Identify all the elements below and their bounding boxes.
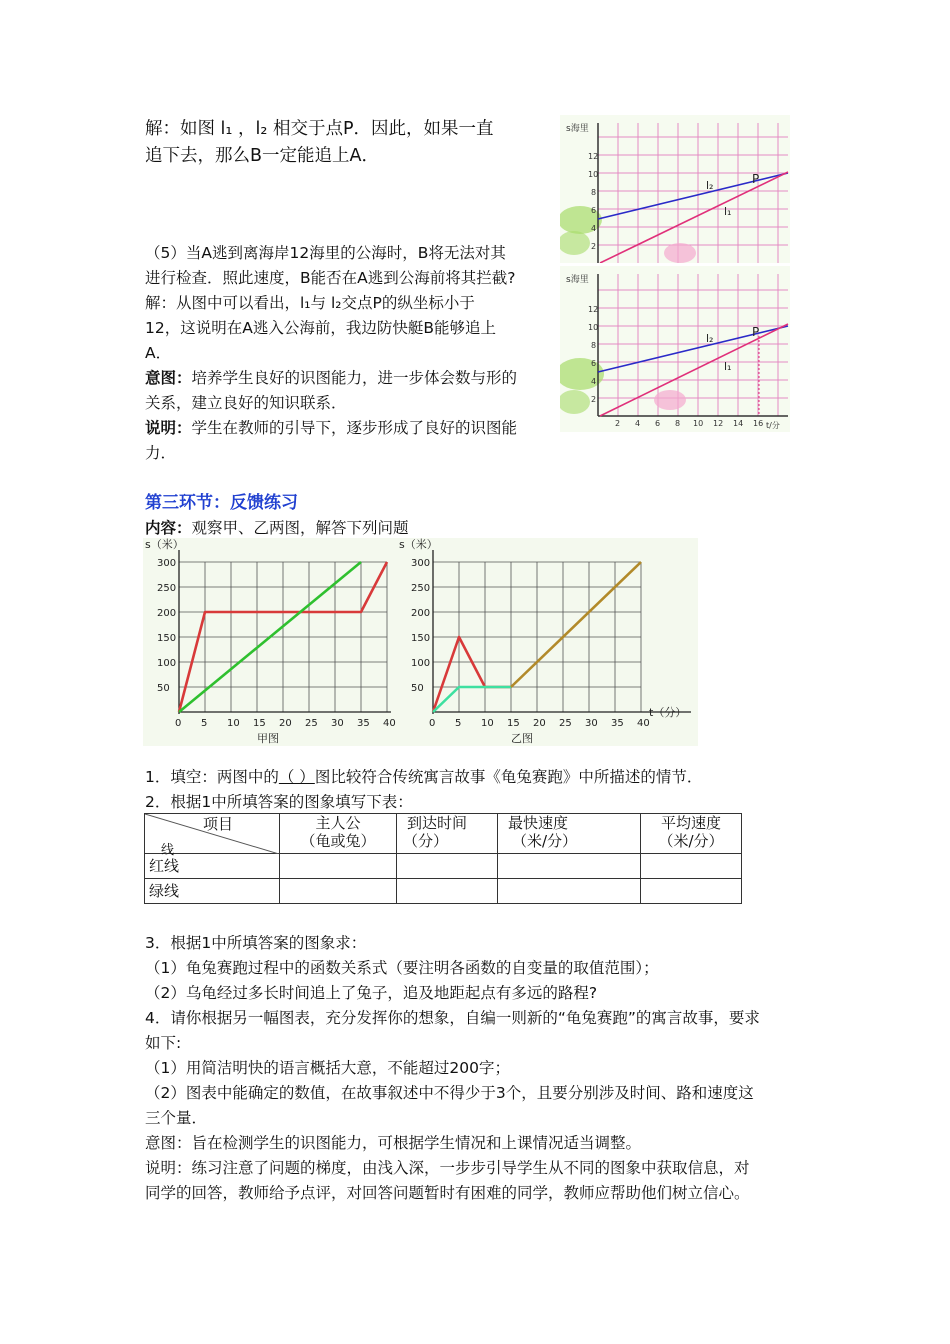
cell-green-avg-speed[interactable] xyxy=(641,879,742,904)
chart-jia-xtick-label: 35 xyxy=(357,718,370,729)
chart-yi-ytick-label: 300 xyxy=(411,558,431,569)
q4-sub-2b: 三个量． xyxy=(145,1109,208,1127)
header-protagonist xyxy=(280,814,397,854)
q1-suffix: 图比较符合传统寓言故事《龟兔赛跑》中所描述的情节． xyxy=(314,768,703,786)
cell-green-protagonist[interactable] xyxy=(280,879,397,904)
intent-1 xyxy=(145,366,517,391)
q3-sub-2: （2）乌龟经过多长时间追上了兔子，追及地距起点有多远的路程? xyxy=(145,984,598,1002)
section-3-content-label: 内容： xyxy=(145,519,192,537)
chart-yi-ylabel: s（米） xyxy=(399,538,438,551)
answer-table-header-row xyxy=(145,814,742,854)
solution-line-1: 解：如图 l₁ ，l₂ 相交于点P．因此，如果一直 xyxy=(145,119,494,139)
header-max-speed-l1: 最快速度 xyxy=(508,814,569,832)
chart-yi-ytick-label: 250 xyxy=(411,583,431,594)
mini-graph-1 xyxy=(560,115,790,263)
q1-prefix: 1．填空：两图中的 xyxy=(145,768,279,786)
chart-jia-ytick-label: 250 xyxy=(157,583,177,594)
mini-graph-2-tick-6: 6 xyxy=(591,359,597,368)
row-red-label: 红线 xyxy=(145,854,280,879)
q4-line-1: 4．请你根据另一幅图表，充分发挥你的想象，自编一则新的“龟兔赛跑”的寓言故事，要求 xyxy=(145,1009,760,1027)
mini-graph-2-svg xyxy=(560,266,790,432)
header-arrival-time xyxy=(397,814,498,854)
note-1 xyxy=(145,416,517,441)
corner-top-label: 项目 xyxy=(203,815,234,833)
cell-green-max-speed[interactable] xyxy=(498,879,641,904)
mini-graph-2-label-P: P xyxy=(752,325,760,339)
mini-graph-2-xtick-2: 2 xyxy=(615,419,621,428)
chart-yi-ytick-label: 50 xyxy=(411,683,424,694)
chart-jia-xtick-label: 40 xyxy=(383,718,396,729)
chart-yi-xtick-label: 25 xyxy=(559,718,572,729)
q4-sub-1: （1）用简洁明快的语言概括大意，不能超过200字； xyxy=(145,1059,510,1077)
chart-yi-ytick-label: 100 xyxy=(411,658,431,669)
chart-jia-ytick-label: 50 xyxy=(157,683,170,694)
mini-graph-2-xtick-12: 12 xyxy=(713,419,724,428)
mini-graph-2-tick-8: 8 xyxy=(591,341,597,350)
race-charts-panel xyxy=(143,538,698,746)
answer-table xyxy=(144,813,742,904)
cell-green-arrival[interactable] xyxy=(397,879,498,904)
mini-graph-2-label-l2: l₂ xyxy=(706,332,714,345)
corner-bottom-label: 线 xyxy=(161,843,175,858)
mini-graph-1-label-l1: l₁ xyxy=(724,205,732,218)
note-1-line-2: 力． xyxy=(145,444,177,462)
q5-line-4: 12，这说明在A逃入公海前，我边防快艇B能够追上 xyxy=(145,319,496,337)
chart-yi-series-2 xyxy=(511,562,641,687)
header-protagonist-l1: 主人公 xyxy=(315,814,361,832)
mini-graph-2-xtick-8: 8 xyxy=(675,419,681,428)
chart-yi-xtick-label: 0 xyxy=(429,718,436,729)
table-row xyxy=(145,879,742,904)
chart-yi-title: 乙图 xyxy=(511,732,533,745)
chart-yi-xtick-label: 5 xyxy=(455,718,462,729)
mini-graph-2-tick-10: 10 xyxy=(588,323,599,332)
header-max-speed xyxy=(498,814,641,854)
chart-yi-xtick-label: 20 xyxy=(533,718,546,729)
chart-yi-xtick-label: 30 xyxy=(585,718,598,729)
chart-yi-xtick-label: 10 xyxy=(481,718,494,729)
mini-graph-1-label-P: P xyxy=(752,172,760,186)
intent-2: 意图：旨在检测学生的识图能力，可根据学生情况和上课情况适当调整。 xyxy=(145,1134,642,1152)
mini-graph-2-xlabel: t/分 xyxy=(766,421,780,430)
race-charts-svg xyxy=(143,538,698,746)
mini-graph-2-label-l1: l₁ xyxy=(724,360,732,373)
answer-table-corner-cell xyxy=(145,814,280,858)
mini-graph-1-tick-8: 8 xyxy=(591,188,597,197)
mini-graph-2-xtick-4: 4 xyxy=(635,419,641,428)
row-green-label: 绿线 xyxy=(145,879,280,904)
q5-line-1: （5）当A逃到离海岸12海里的公海时，B将无法对其 xyxy=(145,244,506,262)
section-3-content-text: 观察甲、乙两图，解答下列问题 xyxy=(191,519,409,537)
cell-red-max-speed[interactable] xyxy=(498,854,641,879)
cell-red-arrival[interactable] xyxy=(397,854,498,879)
q5-line-2: 进行检查．照此速度，B能否在A逃到公海前将其拦截? xyxy=(145,269,516,287)
chart-jia-xtick-label: 5 xyxy=(201,718,208,729)
header-arrival-time-l1: 到达时间 xyxy=(407,814,468,832)
chart-jia-xtick-label: 20 xyxy=(279,718,292,729)
mini-graph-1-tick-6: 6 xyxy=(591,206,597,215)
chart-jia-ylabel: s（米） xyxy=(145,538,184,551)
q3-title: 3．根据1中所填答案的图象求： xyxy=(145,934,367,952)
mini-graph-2-ylabel: s海里 xyxy=(566,275,589,285)
q5-line-5: A． xyxy=(145,344,172,362)
q1 xyxy=(145,765,702,790)
mini-graph-2-xtick-10: 10 xyxy=(693,419,704,428)
chart-yi-xtick-label: 15 xyxy=(507,718,520,729)
q2: 2．根据1中所填答案的图象填写下表： xyxy=(145,793,413,811)
section-3-title: 第三环节：反馈练习 xyxy=(145,493,298,513)
note-1-label: 说明： xyxy=(145,419,192,437)
chart-yi-xtick-label: 35 xyxy=(611,718,624,729)
mini-graph-2-xtick-16: 16 xyxy=(753,419,764,428)
chart-yi-xlabel: t（分） xyxy=(649,706,687,719)
chart-jia-title: 甲图 xyxy=(257,732,279,745)
chart-jia-xtick-label: 10 xyxy=(227,718,240,729)
header-avg-speed-l2: （米/分） xyxy=(658,832,724,850)
q4-sub-2a: （2）图表中能确定的数值，在故事叙述中不得少于3个，且要分别涉及时间、路和速度这 xyxy=(145,1084,754,1102)
chart-jia-ytick-label: 100 xyxy=(157,658,177,669)
mini-graph-1-tick-10: 10 xyxy=(588,170,599,179)
cell-red-avg-speed[interactable] xyxy=(641,854,742,879)
q5-line-3: 解：从图中可以看出，l₁与 l₂交点P的纵坐标小于 xyxy=(145,294,475,312)
intent-1-text: 培养学生良好的识图能力，进一步体会数与形的 xyxy=(191,369,518,387)
header-arrival-time-l2: （分） xyxy=(403,832,449,850)
intent-1-label: 意图： xyxy=(145,369,192,387)
solution-line-2: 追下去，那么B一定能追上A． xyxy=(145,146,379,166)
chart-jia-ytick-label: 150 xyxy=(157,633,177,644)
mini-graph-2-xtick-14: 14 xyxy=(733,419,744,428)
intent-1-line-2: 关系，建立良好的知识联系． xyxy=(145,394,347,412)
chart-jia-ytick-label: 300 xyxy=(157,558,177,569)
table-row xyxy=(145,854,742,879)
mini-graph-2 xyxy=(560,266,790,432)
mini-graph-1-tick-2: 2 xyxy=(591,242,597,251)
mini-graph-1-label-l2: l₂ xyxy=(706,179,714,192)
chart-yi-series-1 xyxy=(433,687,511,712)
chart-yi-xtick-label: 40 xyxy=(637,718,650,729)
note-2-line-2: 同学的回答，教师给予点评，对回答问题暂时有困难的同学，教师应帮助他们树立信心。 xyxy=(145,1184,750,1202)
chart-yi-ytick-label: 200 xyxy=(411,608,431,619)
header-avg-speed xyxy=(641,814,742,854)
cell-red-protagonist[interactable] xyxy=(280,854,397,879)
mini-graph-1-svg xyxy=(560,115,790,263)
chart-jia-xtick-label: 0 xyxy=(175,718,182,729)
q3-sub-1: （1）龟兔赛跑过程中的函数关系式（要注明各函数的自变量的取值范围）； xyxy=(145,959,659,977)
mini-graph-1-tick-4: 4 xyxy=(591,224,597,233)
header-max-speed-l2: （米/分） xyxy=(512,832,578,850)
q1-blank[interactable]: （ ） xyxy=(278,768,315,786)
mini-graph-2-tick-12: 12 xyxy=(588,305,599,314)
mini-graph-1-ylabel: s海里 xyxy=(566,124,589,134)
header-protagonist-l2: （龟或兔） xyxy=(300,832,376,850)
header-avg-speed-l1: 平均速度 xyxy=(660,814,721,832)
chart-jia-xtick-label: 30 xyxy=(331,718,344,729)
heart-decoration xyxy=(664,243,696,263)
mini-graph-1-tick-12: 12 xyxy=(588,152,599,161)
chart-yi-ytick-label: 150 xyxy=(411,633,431,644)
note-2-line-1: 说明：练习注意了问题的梯度，由浅入深，一步步引导学生从不同的图象中获取信息，对 xyxy=(145,1159,750,1177)
note-1-text: 学生在教师的引导下，逐步形成了良好的识图能 xyxy=(191,419,518,437)
mini-graph-2-tick-2: 2 xyxy=(591,395,597,404)
chart-jia-xtick-label: 15 xyxy=(253,718,266,729)
chart-jia-xtick-label: 25 xyxy=(305,718,318,729)
mini-graph-2-xtick-6: 6 xyxy=(655,419,661,428)
mini-graph-2-tick-4: 4 xyxy=(591,377,597,386)
q4-line-2: 如下: xyxy=(145,1034,182,1052)
chart-jia-ytick-label: 200 xyxy=(157,608,177,619)
